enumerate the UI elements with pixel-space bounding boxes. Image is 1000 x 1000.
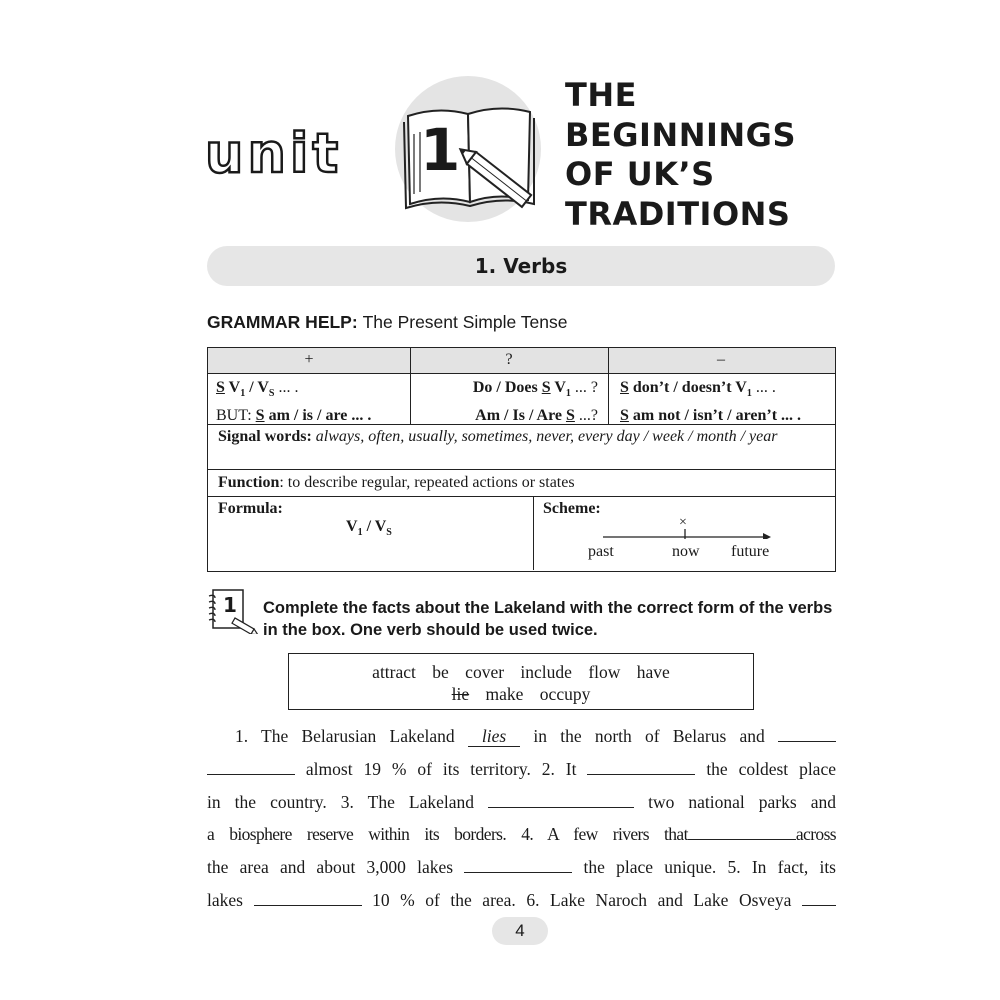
table-forms-row [208,374,835,425]
exercise-instruction: Complete the facts about the Lakeland with the correct form of the verbs in the box. One verb should be used twice. [263,599,833,639]
table-header-row [208,348,835,374]
timeline-now: now [672,543,700,560]
blank-1-cont[interactable] [207,760,295,775]
grammar-table [207,347,836,572]
unit-word: unit [205,122,343,185]
blank-3[interactable] [488,793,634,808]
cell-signal-words: Signal words: always, often, usually, sometimes, never, every day / week / month / year [218,428,778,445]
blank-4[interactable] [688,825,796,840]
blank-1[interactable] [778,727,836,742]
cell-question: Do / Does S $V_1$ ... ? Am / Is / Are S ...? [472,379,598,425]
title-line-3: OF UK’S [565,155,715,193]
example-answer: lies [468,726,520,747]
word-flow: flow [588,662,621,682]
cell-function: Function: to describe regular, repeated actions or states [218,474,575,491]
timeline-future: future [731,543,770,560]
cell-negative: S don’t / doesn’t $V_1$ ... . S am not / isn’t / aren’t ... . [620,379,802,425]
title-line-1: THE [565,76,637,114]
word-make: make [485,684,524,704]
notebook-pencil-icon [205,588,261,634]
unit-title [565,76,796,234]
word-lie-used: lie [451,684,470,704]
cell-scheme: Scheme: × past now future [533,497,834,570]
cell-formula: Formula: $V_1 / V_S$ [218,500,392,539]
text-line-5: the area and about 3,000 lakes the place unique. 5. In fact, its [207,857,836,878]
blank-7[interactable] [802,891,836,906]
title-line-4: TRADITIONS [565,194,791,233]
table-signal-row [208,425,835,470]
grammar-help-heading [207,312,568,333]
unit-number: 1 [420,116,461,184]
word-include: include [520,662,572,682]
header-plus: + [304,351,314,368]
word-occupy: occupy [539,684,591,704]
table-formula-row [208,497,835,570]
timeline-now-mark: × [679,515,687,530]
header-question: ? [505,351,513,368]
text-line-2: almost 19 % of its territory. 2. It the coldest place [207,753,836,786]
title-line-2: BEGINNINGS [565,115,796,154]
table-function-row [208,470,835,497]
grammar-help-label: GRAMMAR HELP: [207,312,358,332]
timeline-past: past [588,543,614,560]
word-have: have [636,662,670,682]
text-line-6: lakes 10 % of the area. 6. Lake Naroch and Lake Osveya [207,884,836,917]
header-minus: – [717,351,725,368]
exercise-text [207,720,836,917]
word-attract: attract [372,662,416,682]
section-title: 1. Verbs [474,254,568,278]
blank-2[interactable] [587,760,695,775]
page-number: 4 [492,917,548,945]
section-heading-bar [207,246,835,286]
exercise-number: 1 [223,593,237,617]
word-be: be [432,662,449,682]
blank-6[interactable] [254,891,362,906]
word-cover: cover [465,662,505,682]
text-line-4: a biosphere reserve within its borders. 4. A few rivers that across [207,824,836,845]
word-box [288,653,754,710]
cell-affirmative: S $V_1 / V_S$ ... . BUT: S am / is / are ... . [216,379,372,425]
blank-5[interactable] [464,858,572,873]
text-line-3: in the country. 3. The Lakeland two national parks and [207,791,836,812]
open-book-pencil-icon [398,84,548,214]
grammar-help-topic: The Present Simple Tense [362,312,568,332]
text-line-1: 1. The Belarusian Lakeland lies in the north of Belarus and [207,720,836,753]
